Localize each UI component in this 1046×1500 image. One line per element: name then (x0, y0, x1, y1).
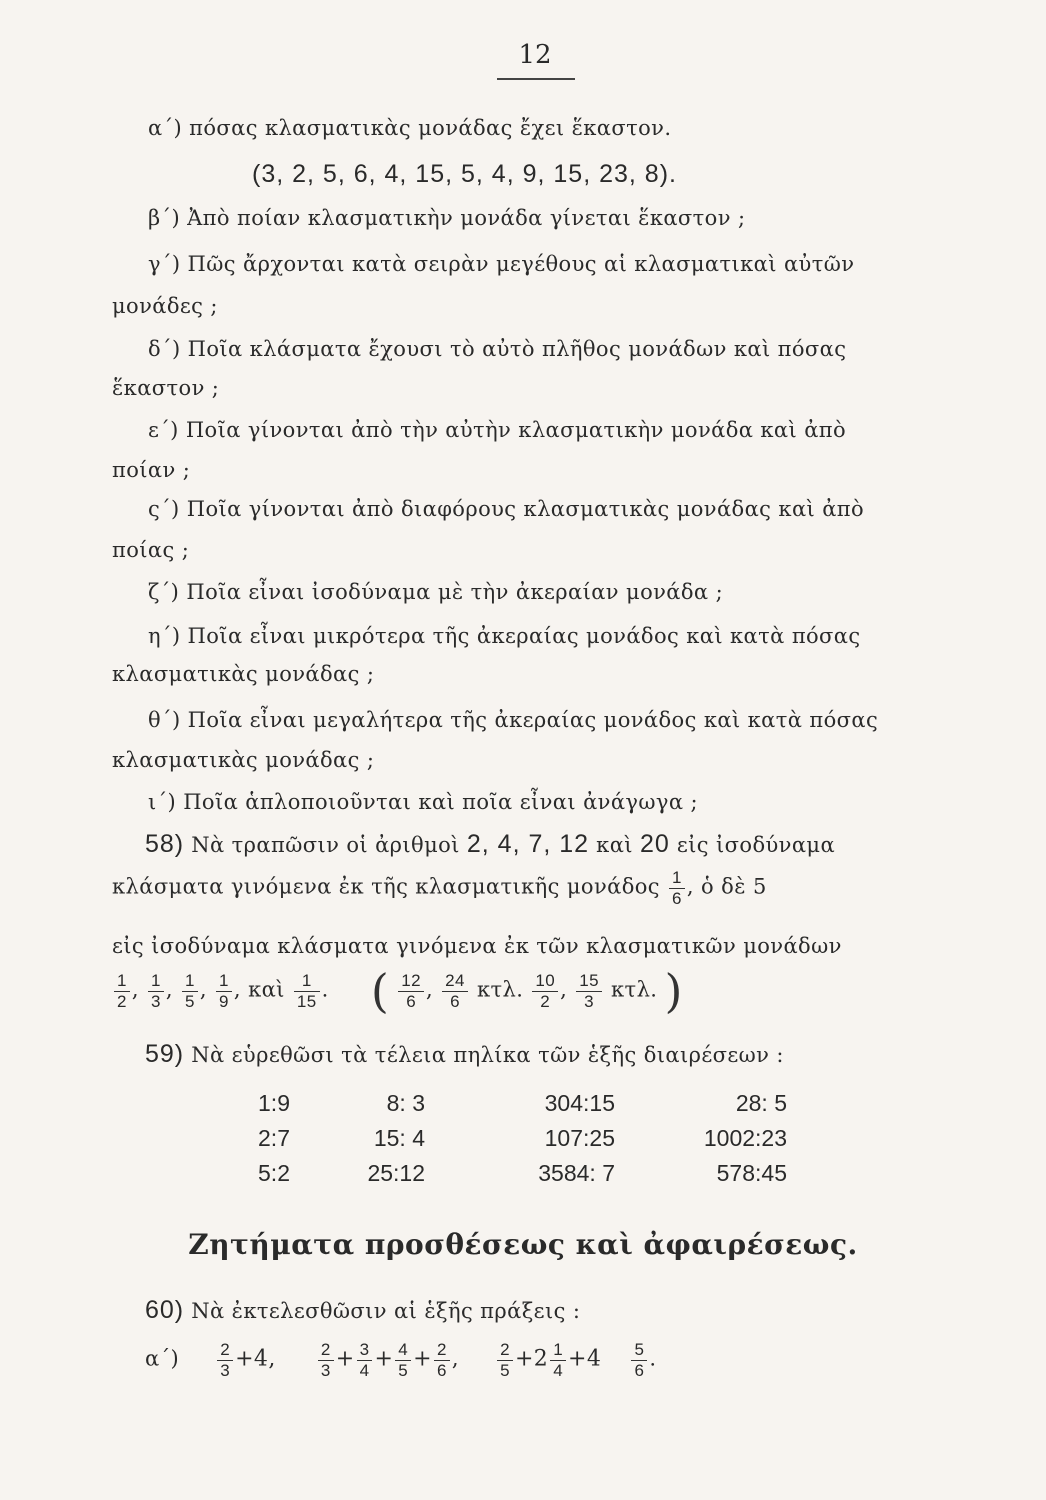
table-row (225, 1156, 787, 1191)
denominator: 2 (540, 991, 551, 1011)
numerator: 2 (497, 1340, 513, 1361)
question-d-line1: δ΄) Ποῖα κλάσματα ἔχουσι τὸ αὐτὸ πλῆθος μονάδων καὶ πόσας (148, 337, 847, 361)
table-row (225, 1121, 787, 1156)
fraction (216, 971, 232, 1011)
fraction (497, 1340, 513, 1380)
numerator: 1 (669, 868, 685, 889)
question-h-line1: η΄) Ποῖα εἶναι μικρότερα τῆς ἀκεραίας μονάδος καὶ κατὰ πόσας (148, 624, 861, 648)
fraction (532, 971, 558, 1011)
exercise-59-label: 59) (145, 1040, 185, 1068)
exercise-60-line (145, 1296, 580, 1325)
denominator: 3 (151, 991, 161, 1011)
question-f-line1: ς΄) Ποῖα γίνονται ἀπὸ διαφόρους κλασματικὰς μονάδας καὶ ἀπὸ (148, 497, 865, 521)
numerator: 5 (631, 1340, 647, 1361)
exercise-60-label: 60) (145, 1296, 185, 1324)
denominator: 5 (185, 991, 195, 1011)
numerator: 15 (576, 971, 602, 992)
question-i: ι΄) Ποῖα ἁπλοποιοῦνται καὶ ποῖα εἶναι ἀνάγωγα ; (148, 790, 698, 814)
numerator: 2 (217, 1340, 233, 1361)
division-cell: 2:7 (258, 1125, 290, 1151)
question-d-line2: ἕκαστον ; (112, 376, 220, 400)
division-cell: 15: 4 (373, 1125, 425, 1151)
exercise-58-text: Νὰ τραπῶσιν οἱ ἀριθμοὶ (191, 833, 460, 857)
question-h-line2: κλασματικὰς μονάδας ; (112, 662, 375, 686)
question-c-line1: γ΄) Πῶς ἄρχονται κατὰ σειρὰν μεγέθους αἱ κλασματικαὶ αὐτῶν (148, 252, 855, 276)
whole-number: 2 (533, 1346, 549, 1372)
fraction (550, 1340, 566, 1380)
question-z: ζ΄) Ποῖα εἶναι ἰσοδύναμα μὲ τὴν ἀκεραίαν μονάδα ; (148, 580, 724, 604)
exercise-60-a: α΄) $\frac{2}{3}$ +4, $\frac{2}{3}$ + $\frac{3}{4}$ + $\frac{4}{5}$ + $\frac{2}{6}$ , $\frac{2}{5}$ +2 $\frac{1}{4}$ +4 $\frac{5}{6}$ . (145, 1340, 657, 1380)
numerator: 24 (442, 971, 468, 992)
question-a: α΄) πόσας κλασματικὰς μονάδας ἔχει ἕκαστον. (148, 116, 672, 140)
number-list: (3, 2, 5, 6, 4, 15, 5, 4, 9, 15, 23, 8). (252, 160, 677, 188)
numerator: 2 (318, 1340, 334, 1361)
fraction (148, 971, 164, 1011)
exercise-60-text: Νὰ ἐκτελεσθῶσιν αἱ ἑξῆς πράξεις : (191, 1299, 581, 1323)
denominator: 6 (672, 888, 682, 908)
close-paren: ) (664, 964, 683, 1018)
exercise-58-line2-text: κλάσματα γινόμενα ἐκ τῆς κλασματικῆς μονάδος (112, 874, 660, 899)
numerator: 1 (182, 971, 198, 992)
division-cell: 1002:23 (703, 1125, 787, 1151)
denominator: 3 (220, 1360, 231, 1380)
fraction (395, 1340, 411, 1380)
question-e-line2: ποίαν ; (112, 458, 191, 482)
question-th-line2: κλασματικὰς μονάδας ; (112, 748, 375, 772)
denominator: 5 (500, 1360, 510, 1380)
denominator: 15 (296, 991, 317, 1011)
fraction (217, 1340, 233, 1380)
question-e-line1: ε΄) Ποῖα γίνονται ἀπὸ τὴν αὐτὴν κλασματικὴν μονάδα καὶ ἀπὸ (148, 418, 847, 442)
numerator: 1 (216, 971, 232, 992)
question-c-line2: μονάδες ; (112, 294, 218, 318)
division-cell: 8: 3 (386, 1090, 425, 1116)
denominator: 6 (450, 991, 460, 1011)
numerator: 12 (398, 971, 424, 992)
table-row (225, 1086, 787, 1121)
plus-sign: + (335, 1346, 355, 1372)
and-word: καὶ (248, 977, 285, 1002)
fraction (114, 971, 130, 1011)
exercise-59-text: Νὰ εὑρεθῶσι τὰ τέλεια πηλίκα τῶν ἑξῆς διαιρέσεων : (191, 1043, 784, 1067)
exercise-58-line2 (112, 868, 767, 908)
ktl-word: κτλ. (611, 977, 658, 1002)
numerator: 1 (114, 971, 130, 992)
question-th-line1: θ΄) Ποῖα εἶναι μεγαλήτερα τῆς ἀκεραίας μονάδος καὶ κατὰ πόσας (148, 708, 879, 732)
exercise-59-line (145, 1040, 784, 1069)
fraction (318, 1340, 334, 1380)
fraction (294, 971, 320, 1011)
division-cell: 28: 5 (735, 1090, 787, 1116)
open-paren: ( (370, 964, 390, 1018)
fraction (398, 971, 424, 1011)
denominator: 6 (406, 991, 417, 1011)
fraction (357, 1340, 373, 1380)
division-cell: 304:15 (544, 1090, 615, 1116)
denominator: 5 (398, 1360, 409, 1380)
exercise-58-line1 (145, 830, 835, 859)
numerator: 2 (434, 1340, 450, 1361)
plus-sign: + (514, 1346, 534, 1372)
numerator: 1 (148, 971, 164, 992)
plus-four: +4, (235, 1346, 276, 1372)
division-cell: 3584: 7 (538, 1160, 615, 1186)
exercise-58-end: εἰς ἰσοδύναμα (676, 833, 836, 857)
denominator: 6 (634, 1360, 645, 1380)
fraction (434, 1340, 450, 1380)
page-number-rule (497, 78, 575, 80)
unit-fraction (669, 868, 685, 908)
division-table (225, 1086, 787, 1191)
page-number: 12 (518, 40, 552, 70)
exercise-58-fractions: $\frac{1}{2}$ , $\frac{1}{3}$ , $\frac{1}{5}$ , $\frac{1}{9}$ , καὶ $\frac{1}{15}$ . ( $\frac{12}{6}$ , $\frac{24}{6}$ κτλ. $\frac{10}{2}$ , $\frac{15}{3}$ κτλ. ) (112, 964, 683, 1018)
part-a-label: α΄) (145, 1346, 180, 1371)
division-cell: 578:45 (716, 1160, 787, 1186)
exercise-58-and: καὶ (596, 833, 633, 857)
numerator: 10 (532, 971, 558, 992)
numerator: 4 (395, 1340, 411, 1361)
denominator: 4 (553, 1360, 564, 1380)
section-heading: Ζητήματα προσθέσεως καὶ ἀφαιρέσεως. (188, 1228, 858, 1261)
division-cell: 107:25 (544, 1125, 615, 1151)
division-cell: 25:12 (367, 1160, 425, 1186)
denominator: 3 (320, 1360, 331, 1380)
denominator: 2 (117, 991, 127, 1011)
question-b: β΄) Ἀπὸ ποίαν κλασματικὴν μονάδα γίνεται ἕκαστον ; (148, 206, 746, 230)
fraction (442, 971, 468, 1011)
fraction (631, 1340, 647, 1380)
fraction (182, 971, 198, 1011)
numerator: 1 (550, 1340, 566, 1361)
whole-number: 4 (586, 1346, 602, 1372)
plus-sign: + (568, 1346, 587, 1372)
question-f-line2: ποίας ; (112, 538, 190, 562)
denominator: 6 (436, 1360, 447, 1380)
division-cell: 5:2 (258, 1160, 290, 1186)
numerator: 1 (294, 971, 320, 992)
numerator: 3 (357, 1340, 373, 1361)
fraction (576, 971, 602, 1011)
exercise-58-label: 58) (145, 830, 185, 858)
plus-sign: + (374, 1346, 394, 1372)
exercise-58-line2-end: , ὁ δὲ 5 (686, 874, 767, 899)
ktl-word: κτλ. (476, 977, 524, 1002)
plus-sign: + (413, 1346, 432, 1372)
division-cell: 1:9 (258, 1090, 290, 1116)
exercise-58-twenty: 20 (640, 830, 670, 858)
denominator: 9 (219, 991, 229, 1011)
exercise-58-numbers: 2, 4, 7, 12 (466, 830, 590, 858)
denominator: 3 (584, 991, 595, 1011)
denominator: 4 (359, 1360, 370, 1380)
exercise-58-line3: εἰς ἰσοδύναμα κλάσματα γινόμενα ἐκ τῶν κλασματικῶν μονάδων (112, 934, 842, 958)
